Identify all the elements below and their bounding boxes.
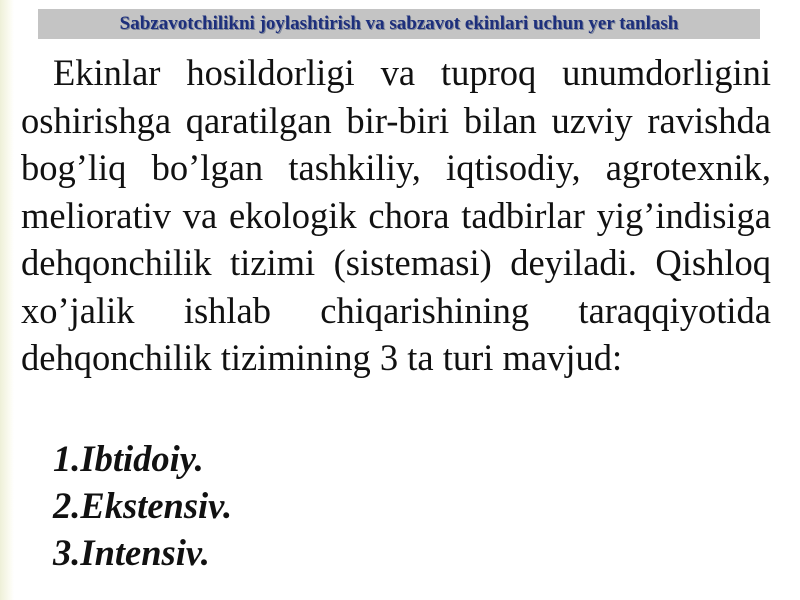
- slide-title: Sabzavotchilikni joylashtirish va sabzavot ekinlari uchun yer tanlash: [119, 13, 679, 34]
- slide-title-bar: [38, 9, 760, 39]
- list-item-intensive: 3.Intensiv.: [53, 532, 210, 573]
- farming-system-types-list: [53, 435, 232, 576]
- list-item-extensive: 2.Ekstensiv.: [53, 485, 233, 526]
- slide-edge-decoration: [0, 0, 14, 600]
- list-item-primitive: 1.Ibtidoiy.: [53, 438, 204, 479]
- main-paragraph: Ekinlar hosildorligi va tuproq unumdorligini oshirishga qaratilgan bir-biri bilan uzviy ravishda bog’liq bo’lgan tashkiliy, iqtisodiy, agrotexnik, meliorativ va ekologik chora tadbirlar yig’indisiga dehqonchilik tizimi (sistemasi) deyiladi. Qishloq xo’jalik ishlab chiqarishining taraqqiyotida dehqonchilik tizimining 3 ta turi mavjud:: [21, 52, 771, 378]
